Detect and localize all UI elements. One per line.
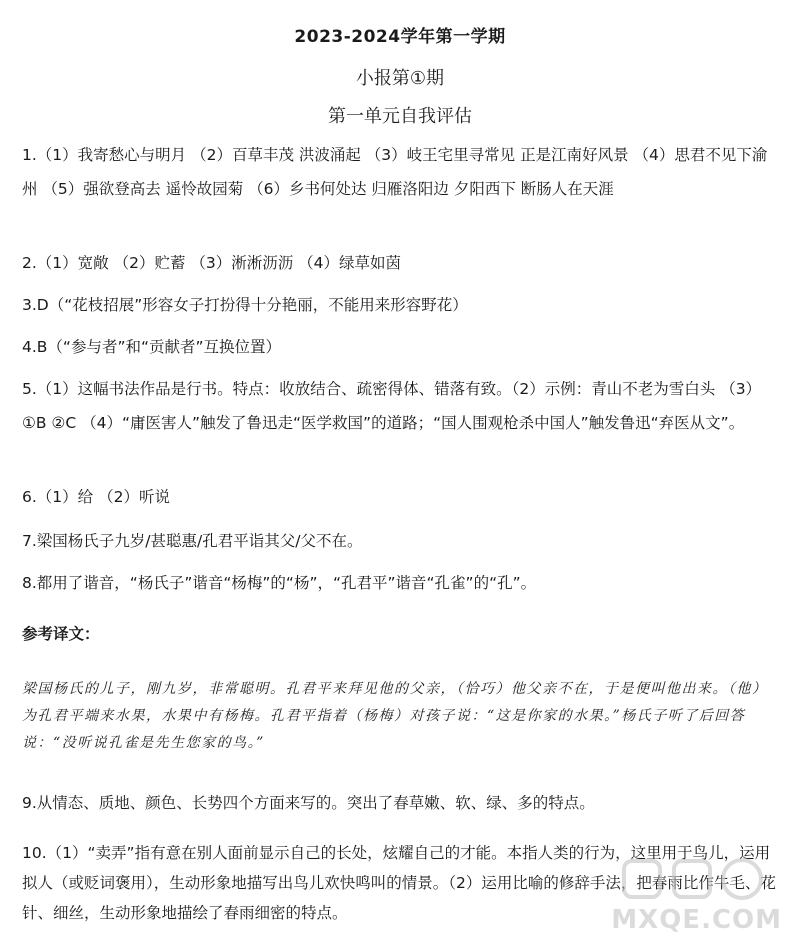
unit-title: 第一单元自我评估 [328,106,472,127]
answer-9: 9.从情态、质地、颜色、长势四个方面来写的。突出了春草嫩、软、绿、多的特点。 [22,794,595,812]
reference-translation-title: 参考译文： [22,625,100,643]
answer-1: 1.（1）我寄愁心与明月 （2）百草丰茂 洪波涌起 （3）岐王宅里寻常见 正是江南好风景 （4）思君不见下渝州 （5）强欲登高去 遥怜故园菊 （6）乡书何处达 归雁洛阳边 夕阳西下 断肠人在天涯 [22,146,768,198]
answer-4: 4.B（“参与者”和“贡献者”互换位置） [22,338,282,356]
issue-title: 小报第①期 [355,68,445,89]
answer-7: 7.梁国杨氏子九岁/甚聪惠/孔君平诣其父/父不在。 [22,532,363,550]
semester-title: 2023-2024学年第一学期 [294,27,506,47]
answer-2: 2.（1）宽敞 （2）贮蓄 （3）淅淅沥沥 （4）绿草如茵 [22,254,402,272]
answer-6: 6.（1）给 （2）听说 [22,488,170,506]
reference-translation-text: 梁国杨氏的儿子，刚九岁，非常聪明。孔君平来拜见他的父亲，（恰巧）他父亲不在，于是便叫他出来。（他）为孔君平端来水果，水果中有杨梅。孔君平指着（杨梅）对孩子说：“这是你家的水果。”杨氏子听了后回答说：“没听说孔雀是先生您家的鸟。” [22,681,768,751]
answer-10: 10.（1）“卖弄”指有意在别人面前显示自己的长处，炫耀自己的才能。本指人类的行为，这里用于鸟儿，运用拟人（或贬词褒用），生动形象地描写出鸟儿欢快鸣叫的情景。（2）运用比喻的修辞手法，把春雨比作牛毛、花针、细丝，生动形象地描绘了春雨细密的特点。 [22,844,776,922]
watermark-text: MXQE.COM [611,905,782,935]
answer-3: 3.D（“花枝招展”形容女子打扮得十分艳丽，不能用来形容野花） [22,296,468,314]
answer-5: 5.（1）这幅书法作品是行书。特点：收放结合、疏密得体、错落有致。（2）示例：青山不老为雪白头 （3）①B ②C （4）“庸医害人”触发了鲁迅走“医学救国”的道路；“国人围观枪杀中国人”触发鲁迅“弃医从文”。 [22,380,762,432]
answer-8: 8.都用了谐音，“杨氏子”谐音“杨梅”的“杨”，“孔君平”谐音“孔雀”的“孔”。 [22,574,537,592]
